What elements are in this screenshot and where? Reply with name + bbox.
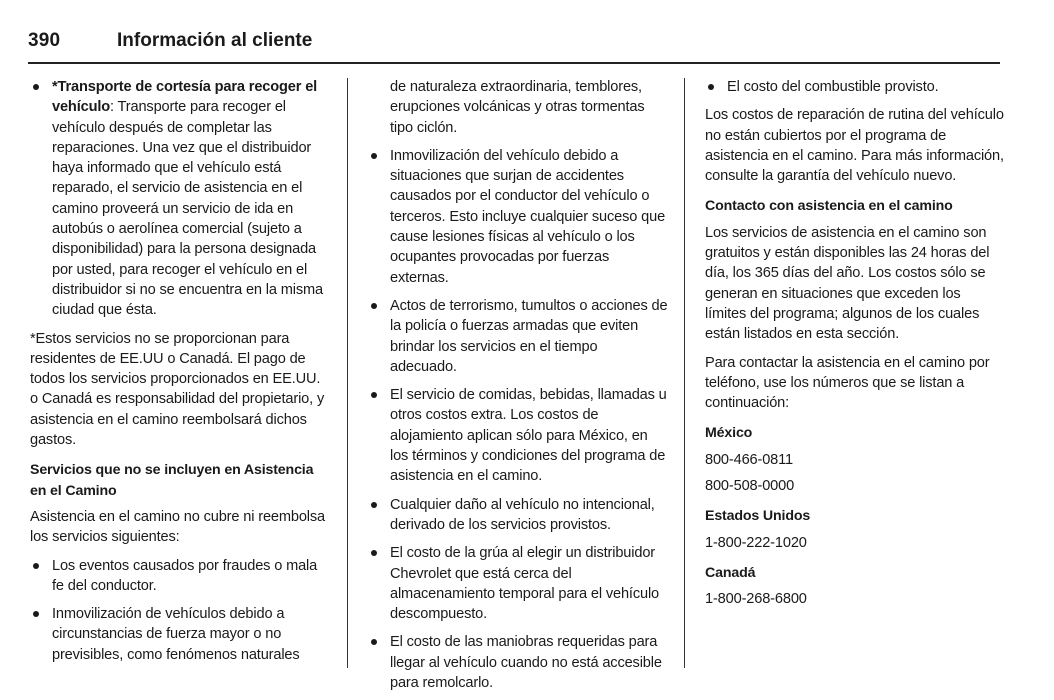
list-item: El servicio de comidas, bebidas, llamadas u otros costos extra. Los costos de alojamiento aplican sólo para México, en los términos y condiciones del programa de asistencia en el camino. (368, 385, 668, 486)
contact-instructions-paragraph: Para contactar la asistencia en el camino por teléfono, use los números que se listan a continuación: (705, 354, 990, 412)
list-item: Actos de terrorismo, tumultos o acciones de la policía o fuerzas armadas que eviten brindar los servicios en el tiempo adecuado. (368, 296, 668, 377)
column-3 (705, 77, 1005, 616)
page-number: 390 (28, 30, 61, 51)
courtesy-text: : Transporte para recoger el vehículo después de completar las reparaciones. Una vez que el distribuidor haya informado que el vehículo está reparado, el servicio de asistencia en el camino proveerá un servicio de ida en autobús o aerolínea comercial (sujeto a disponibilidad) para la persona designada por usted, para recoger el vehículo en el distribuidor si no se encuentra en la misma ciudad que ésta. (52, 99, 323, 319)
column-2 (368, 77, 668, 693)
phone-number-mexico-2: 800-508-0000 (705, 478, 795, 495)
list-item: Inmovilización de vehículos debido a circunstancias de fuerza mayor o no previsibles, como fenómenos naturales (30, 604, 330, 665)
list-item: Inmovilización del vehículo debido a situaciones que surjan de accidentes causados por el conductor del vehículo o terceros. Esto incluye cualquier suceso que cause lesiones físicas al vehículo o los ocupantes provocadas por fuerzas externas. (368, 146, 668, 288)
note-paragraph: *Estos servicios no se proporcionan para residentes de EE.UU o Canadá. El pago de todos los servicios proporcionados en EE.UU. o Canadá es responsabilidad del propietario, y asistencia en el camino reembolsará dichos gastos. (30, 330, 325, 449)
courtesy-title: *Transporte de cortesía para recoger el vehículo (52, 79, 318, 116)
routine-costs-paragraph: Los costos de reparación de rutina del vehículo no están cubiertos por el programa de asistencia en el camino. Para más información, consulte la garantía del vehículo nuevo. (705, 107, 1004, 185)
list-item: Cualquier daño al vehículo no intencional, derivado de los servicios provistos. (368, 495, 668, 536)
country-label-canada: Canadá (705, 564, 756, 581)
country-label-usa: Estados Unidos (705, 508, 811, 525)
page-header (28, 30, 1000, 58)
column-divider-2 (684, 78, 685, 668)
list-item: El costo de las maniobras requeridas para llegar al vehículo cuando no está accesible para remolcarlo. (368, 632, 668, 693)
phone-number-canada: 1-800-268-6800 (705, 591, 807, 608)
header-rule (28, 62, 1000, 64)
subheading-excluded-services: Servicios que no se incluyen en Asistencia en el Camino (30, 462, 314, 499)
section-title: Información al cliente (117, 30, 313, 51)
list-item-courtesy-transport (30, 77, 330, 321)
country-label-mexico: México (705, 425, 753, 442)
list-item: Los eventos causados por fraudes o mala fe del conductor. (30, 556, 330, 597)
subheading-contact: Contacto con asistencia en el camino (705, 198, 953, 215)
column-divider-1 (347, 78, 348, 668)
phone-number-usa: 1-800-222-1020 (705, 534, 807, 551)
list-item: El costo del combustible provisto. (705, 77, 1005, 97)
list-item: El costo de la grúa al elegir un distribuidor Chevrolet que está cerca del almacenamiento temporal para el vehículo descompuesto. (368, 543, 668, 624)
column-1 (30, 77, 330, 665)
availability-paragraph: Los servicios de asistencia en el camino son gratuitos y están disponibles las 24 horas del día, los 365 días del año. Los costos sólo se generan en situaciones que exceden los límites del programa; algunos de los cuales están listados en esta sección. (705, 224, 990, 343)
continued-list-text: de naturaleza extraordinaria, temblores, erupciones volcánicas y otras tormentas tipo ciclón. (390, 79, 645, 136)
phone-number-mexico-1: 800-466-0811 (705, 451, 793, 468)
intro-paragraph: Asistencia en el camino no cubre ni reembolsa los servicios siguientes: (30, 508, 326, 546)
